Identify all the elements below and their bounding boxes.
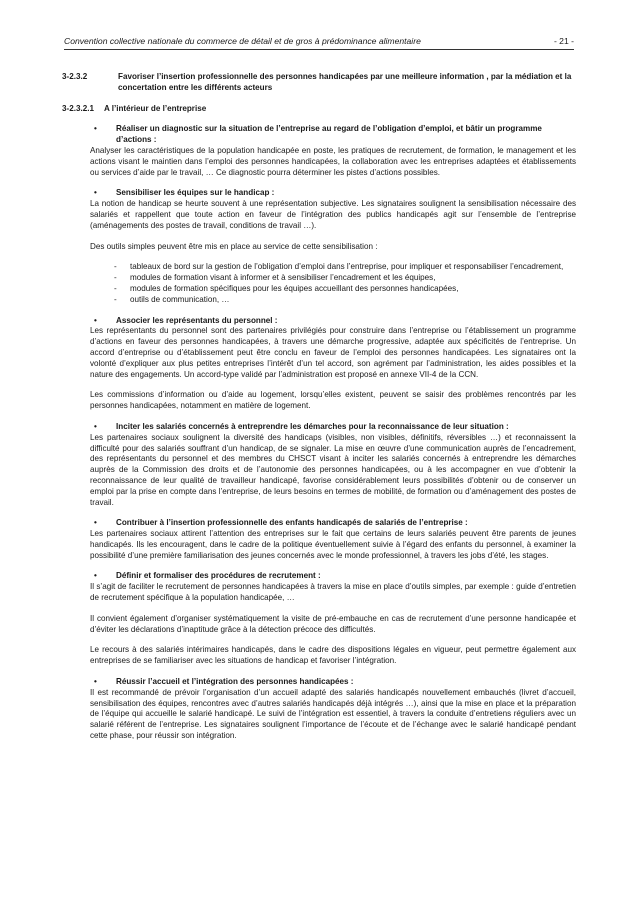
page-content (62, 72, 576, 742)
paragraph: Analyser les caractéristiques de la population handicapée en poste, les pratiques de recrutement, de formation, le management et les actions visant le maintien dans l’emploi des personnes handicapées, la collaboration avec les entreprises adaptées et établissements ou services d’aide par le travail, … Ce diagnostic pourra déterminer les pistes d’actions possibles. (90, 145, 576, 177)
paragraph: Les représentants du personnel sont des partenaires privilégiés pour construire dans l’entreprise ou l’établissement un programme d’actions en faveur des personnes handicapées, à travers une démarche progressive, adaptée aux spécificités de l’entreprise. Un accord d’entreprise ou d’établissement peut être conclu en faveur de l’emploi des personnes handicapées. Les signataires ont la volonté d’expliquer aux plus petites entreprises l’intérêt d’un tel accord, son agrément par l’administration, les aides possibles et la nature des engagements. Un accord-type validé par l’administration est proposé en annexe VII-4 de la CCN. (90, 326, 576, 379)
section-heading (62, 72, 576, 94)
subsection-number: 3-2.3.2.1 (62, 103, 94, 113)
paragraph: Le recours à des salariés intérimaires handicapés, dans le cadre des dispositions légales en vigueur, peut permettre également aux entreprises de se familiariser avec les situations de handicap et favoriser l’intégration. (90, 645, 576, 666)
bullet-heading-accueil (90, 677, 576, 688)
paragraph: Les commissions d’information ou d’aide au logement, lorsqu’elles existent, peuvent se saisir des problèmes rencontrés par les personnes handicapées, notamment en matière de logement. (90, 390, 576, 411)
bullet-icon: • (94, 315, 97, 325)
page-header (64, 36, 574, 50)
bullet-icon: • (94, 124, 97, 134)
section-number: 3-2.3.2 (62, 72, 88, 81)
paragraph: Des outils simples peuvent être mis en place au service de cette sensibilisation : (90, 241, 378, 251)
bullet-heading-inciter (90, 422, 576, 433)
bullet-icon: • (94, 677, 97, 687)
paragraph: Les partenaires sociaux soulignent la diversité des handicaps (visibles, non visibles, définitifs, réversibles …) et reconnaissent la difficulté pour des salariés souffrant d’un handicap, de se signaler. La mise en œuvre d’une communication auprès de l’encadrement, des représentants du personnel et des membres du CHSCT visant à inciter les salariés concernés à entreprendre les démarches auprès de la Commission des droits et de l’autonomie des personnes handicapées, ou à les accompagner en vue d’obtenir la reconnaissance de leur qualité de travailleur handicapé, favorise considérablement leurs possibilités d’obtenir ou de conserver un emploi par la prise en compte dans l’entreprise, de leurs besoins en termes de mobilité, de formation ou d’aménagement des postes de travail. (90, 432, 576, 507)
header-title: Convention collective nationale du commerce de détail et de gros à prédominance alimentaire (64, 36, 421, 46)
bullet-heading-text: Réaliser un diagnostic sur la situation de l’entreprise au regard de l’obligation d’emploi, et bâtir un programme d’actions : (116, 124, 542, 145)
bullet-heading-text: Sensibiliser les équipes sur le handicap : (116, 188, 275, 198)
list-item: - modules de formation visant à informer et à sensibiliser l’encadrement et les équipes, (114, 273, 436, 283)
section-title: Favoriser l’insertion professionnelle des personnes handicapées par une meilleure information , par la médiation et la concertation entre les différents acteurs (118, 72, 572, 92)
paragraph: Il s’agit de faciliter le recrutement de personnes handicapées à travers la mise en place d’outils simples, par exemple : guide d’entretien de recrutement spécifique à la population handicapée, … (90, 582, 576, 603)
bullet-heading-text: Associer les représentants du personnel : (116, 315, 278, 325)
bullet-heading-representants (90, 316, 576, 327)
subsection-title: A l’intérieur de l’entreprise (103, 103, 207, 113)
bullet-heading-diagnostic (90, 124, 576, 146)
bullet-icon: • (94, 571, 97, 581)
dash-icon: - (114, 283, 117, 293)
paragraph: Il convient également d’organiser systématiquement la visite de pré-embauche en cas de recrutement d’une personne handicapée et d’éviter les déclarations d’inaptitude grâce à la détection précoce des difficultés. (90, 613, 576, 634)
bullet-icon: • (94, 421, 97, 431)
bullet-heading-recrutement (90, 571, 576, 582)
bullet-heading-enfants (90, 518, 576, 529)
paragraph: Les partenaires sociaux attirent l’attention des entreprises sur le fait que certains de leurs salariés peuvent être parents de jeunes handicapés. Ils les encouragent, dans le cadre de la politique éventuellement suivie à l’égard des enfants du personnel, à examiner la possibilité d’une première familiarisation des jeunes concernés avec le monde professionnel, à travers les jobs d’été, les stages. (90, 529, 576, 560)
page-number: - 21 - (553, 36, 574, 46)
dash-icon: - (114, 262, 117, 272)
paragraph: La notion de handicap se heurte souvent à une représentation subjective. Les signataires soulignent la sensibilisation nécessaire des salariés et rappellent que toute action en faveur de l’intégration des publics handicapés agit sur l’ensemble de l’entreprise (aménagements des postes de travail, conditions de travail …). (90, 199, 576, 230)
list-item: - modules de formation spécifiques pour les équipes accueillant des personnes handicapées, (114, 283, 459, 293)
dash-icon: - (114, 273, 117, 283)
paragraph: Il est recommandé de prévoir l’organisation d’un accueil adapté des salariés handicapés nouvellement embauchés (livret d’accueil, sensibilisation des équipes, rencontres avec d’autres salariés handicapés déjà intégrés …), ainsi que la mise en place et la préparation de l’équipe qui accueille le salarié handicapé. Le suivi de l’intégration est essentiel, à travers la conduite d’entretiens réguliers avec un salarié référent de l’entreprise. Les signataires soulignent l’importance de l’écoute et de l’échange avec le salarié handicapé pendant cette phase, pour réussir son intégration. (90, 687, 576, 741)
dash-icon: - (114, 294, 117, 304)
bullet-icon: • (94, 518, 97, 528)
dash-list (90, 262, 576, 305)
bullet-heading-text: Réussir l’accueil et l’intégration des personnes handicapées : (116, 677, 354, 687)
bullet-heading-text: Inciter les salariés concernés à entreprendre les démarches pour la reconnaissance de leur situation : (116, 421, 509, 431)
list-item: - outils de communication, … (114, 294, 230, 304)
subsection-heading (62, 104, 576, 115)
bullet-heading-text: Définir et formaliser des procédures de recrutement : (116, 571, 321, 581)
bullet-heading-text: Contribuer à l’insertion professionnelle des enfants handicapés de salariés de l’entreprise : (116, 518, 468, 528)
bullet-heading-sensibiliser (90, 188, 576, 199)
bullet-icon: • (94, 188, 97, 198)
list-item: - tableaux de bord sur la gestion de l’obligation d’emploi dans l’entreprise, pour impliquer et responsabiliser l’encadrement, (114, 262, 564, 272)
